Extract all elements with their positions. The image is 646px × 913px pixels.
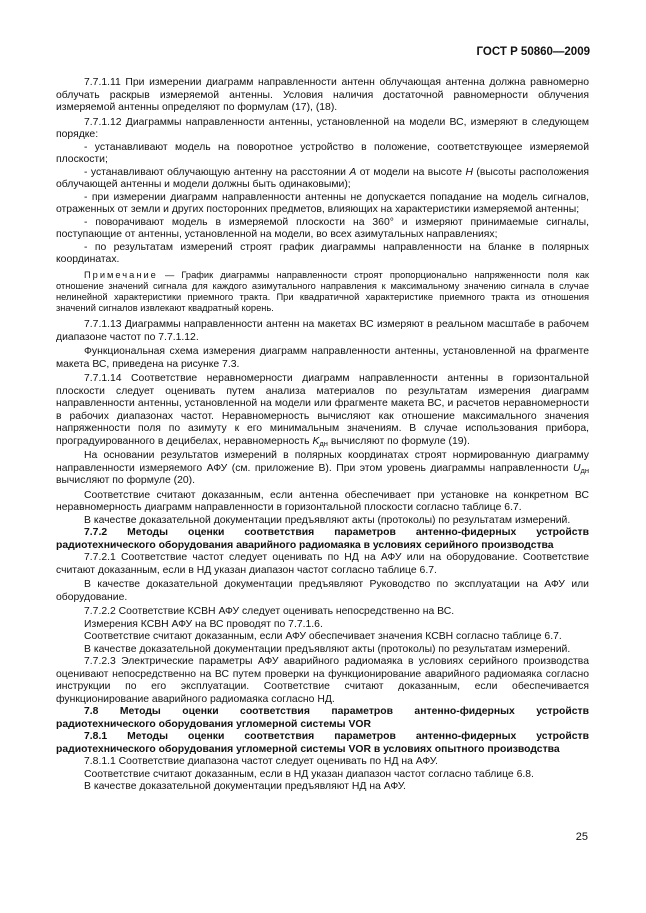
paragraph: Измерения КСВН АФУ на ВС проводят по 7.7.1.6. [84,618,323,630]
section-heading-7-8: 7.8 Методы оценки соответствия параметров антенно-фидерных устройств [84,706,589,718]
paragraph: Соответствие считают доказанным, если в НД указан диапазон частот согласно таблице 6.8. [84,768,534,780]
paragraph: На основании результатов измерений в полярных координатах строят нормированную диаграмму направленности измеряемого АФУ (см. приложение В). При этом уровень диаграммы направленности Uдн вычисляют по формуле (20). [56,450,589,487]
note-text: — График диаграммы направленности строят пропорционально напряженности поля как отношение значений сигнала для каждого азимутального направления к максимальному значению сигнала в случае нелинейной характеристики приемного тракта. При квадратичной характеристике приемного тракта из отношения значений сигналов извлекают квадратный корень. [56,269,589,314]
page-number: 25 [575,831,588,843]
document-body [56,77,589,794]
note-label: Примечание [84,269,158,280]
paragraph: В качестве доказательной документации предъявляют акты (протоколы) по результатам измерений. [84,643,571,655]
paragraph: 7.7.1.12 Диаграммы направленности антенны, установленной на модели ВС, измеряют в следующем порядке: [56,116,589,140]
section-heading-7-8-cont: радиотехнического оборудования угломерной системы VOR [56,718,371,730]
note [56,270,589,315]
paragraph: 7.7.1.14 Соответствие неравномерности диаграмм направленности антенны в горизонтальной плоскости следует оценивать путем анализа материалов по результатам измерения диаграмм направленности антенны, установленной на модели или фрагменте макета ВС, и расчетов неравномерности в рабочих диапазонах частот. Неравномерность вычисляют как отношение максимального значения напряженности поля по азимуту к его минимальным значениям. В случае использования прибора, проградуированного в децибелах, неравномерность Kдн вычисляют по формуле (19). [56,373,589,448]
paragraph: 7.7.1.13 Диаграммы направленности антенн на макетах ВС измеряют в реальном масштабе в рабочем диапазоне частот по 7.7.1.12. [56,319,589,343]
paragraph: 7.7.2.1 Соответствие частот следует оценивать по НД на АФУ или на оборудование. Соответствие считают доказанным, если в НД указан диапазон частот согласно таблице 6.7. [56,552,589,576]
list-item: - при измерении диаграмм направленности антенны не допускается попадание на модель сигналов, отраженных от земли и других посторонних предметов, влияющих на характеристики измеряемой антенны; [56,191,589,215]
section-heading-7-7-2-cont: радиотехнического оборудования аварийного радиомаяка в условиях серийного производства [56,539,554,551]
paragraph: 7.7.2.3 Электрические параметры АФУ аварийного радиомаяка в условиях серийного производства оценивают непосредственно на ВС путем проверки на функционирование аварийного радиомаяка согласно инструкции по его эксплуатации. Соответствие считают доказанным, если обеспечивается функционирование аварийного радиомаяка согласно НД. [56,656,589,705]
paragraph: В качестве доказательной документации предъявляют НД на АФУ. [84,781,406,793]
paragraph: В качестве доказательной документации предъявляют Руководство по эксплуатации на АФУ или оборудование. [56,579,589,603]
document-code: ГОСТ Р 50860—2009 [476,46,590,58]
section-heading-7-8-1-cont: радиотехнического оборудования угломерной системы VOR в условиях опытного производства [56,743,560,755]
list-item: - поворачивают модель в измеряемой плоскости на 360° и измеряют принимаемые сигналы, поступающие от антенны, установленной на модели, во всех азимутальных направлениях; [56,216,589,240]
paragraph: Соответствие считают доказанным, если антенна обеспечивает при установке на конкретном ВС неравномерность диаграмм направленности в горизонтальной плоскости согласно таблице 6.7. [56,489,589,514]
list-item: - устанавливают модель на поворотное устройство в положение, соответствующее измеряемой плоскости; [56,141,589,165]
paragraph: Соответствие считают доказанным, если АФУ обеспечивает значения КСВН согласно таблице 6.7. [84,631,562,643]
list-item: - по результатам измерений строят график диаграммы направленности на бланке в полярных координатах. [56,241,589,265]
paragraph: 7.8.1.1 Соответствие диапазона частот следует оценивать по НД на АФУ. [84,756,438,768]
section-heading-7-8-1: 7.8.1 Методы оценки соответствия параметров антенно-фидерных устройств [84,731,589,743]
paragraph: В качестве доказательной документации предъявляют акты (протоколы) по результатам измерений. [84,514,571,526]
paragraph: 7.7.2.2 Соответствие КСВН АФУ следует оценивать непосредственно на ВС. [84,606,455,618]
paragraph: 7.7.1.11 При измерении диаграмм направленности антенн облучающая антенна должна равномерно облучать раскрыв измеряемой антенны. Условия наличия достаточной равномерности облучения измеряемой антенны определяют по формулам (17), (18). [56,77,589,113]
section-heading-7-7-2: 7.7.2 Методы оценки соответствия параметров антенно-фидерных устройств [84,527,589,539]
list-item: - устанавливают облучающую антенну на расстоянии A от модели на высоте H (высоты расположения облучающей антенны и модели должны быть одинаковыми); [56,166,590,190]
paragraph: Функциональная схема измерения диаграмм направленности антенны, установленной на фрагменте макета ВС, приведена на рисунке 7.3. [56,346,589,370]
